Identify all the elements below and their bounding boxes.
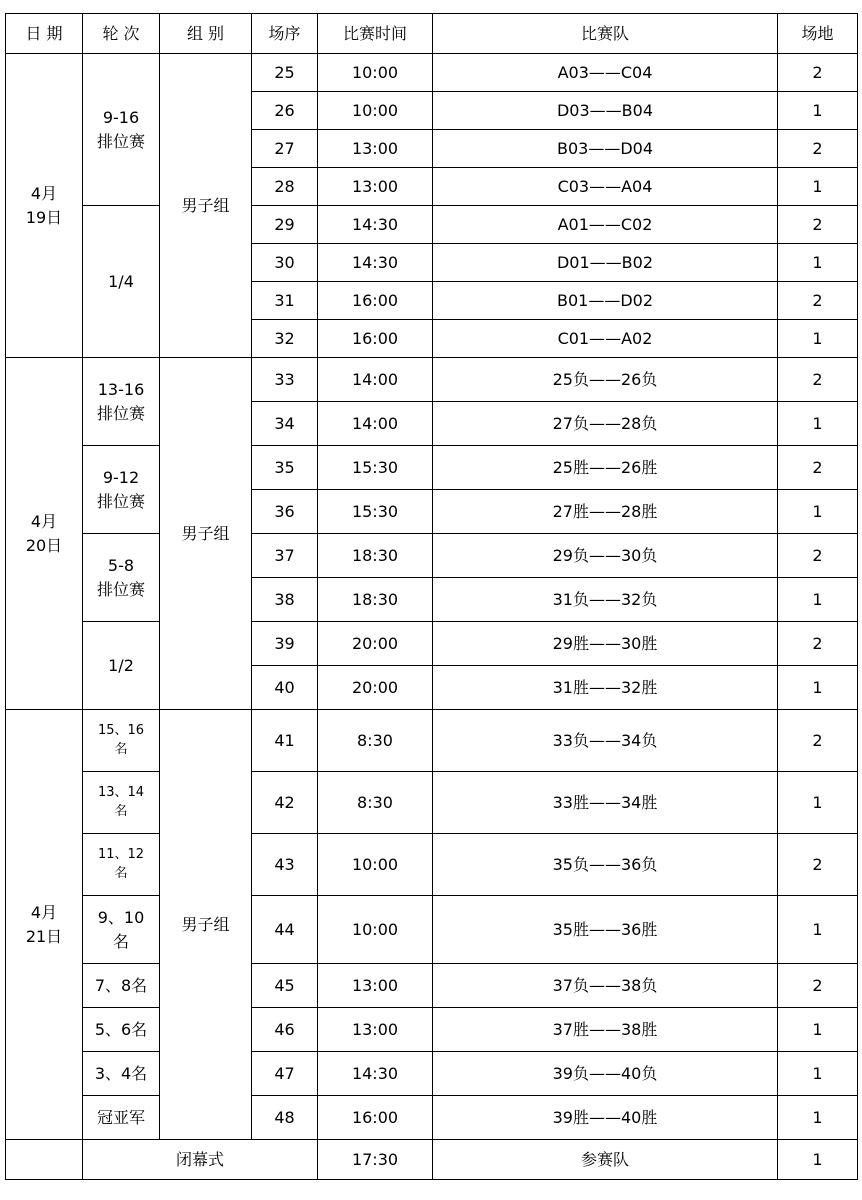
header-row <box>6 14 858 54</box>
match-teams: 33负——34负 <box>433 710 778 772</box>
match-no: 37 <box>252 534 318 578</box>
date-cell: 4月 20日 <box>6 358 83 710</box>
table-row <box>6 1052 858 1096</box>
match-teams: D03——B04 <box>433 92 778 130</box>
closing-time: 17:30 <box>318 1140 433 1180</box>
header-court: 场地 <box>778 14 858 54</box>
match-no: 41 <box>252 710 318 772</box>
table-row <box>6 772 858 834</box>
table-row <box>6 964 858 1008</box>
round-cell: 1/4 <box>83 206 160 358</box>
match-court: 2 <box>778 622 858 666</box>
table-row <box>6 896 858 964</box>
match-no: 26 <box>252 92 318 130</box>
match-teams: C01——A02 <box>433 320 778 358</box>
match-no: 47 <box>252 1052 318 1096</box>
match-court: 2 <box>778 534 858 578</box>
match-no: 48 <box>252 1096 318 1140</box>
table-row <box>6 446 858 490</box>
match-teams: 25胜——26胜 <box>433 446 778 490</box>
match-time: 16:00 <box>318 320 433 358</box>
match-teams: 29胜——30胜 <box>433 622 778 666</box>
match-no: 27 <box>252 130 318 168</box>
header-group: 组 别 <box>160 14 252 54</box>
header-teams: 比赛队 <box>433 14 778 54</box>
match-court: 1 <box>778 666 858 710</box>
match-court: 1 <box>778 1096 858 1140</box>
match-time: 13:00 <box>318 130 433 168</box>
date-cell: 4月 21日 <box>6 710 83 1140</box>
match-time: 13:00 <box>318 964 433 1008</box>
match-court: 1 <box>778 1008 858 1052</box>
match-time: 14:30 <box>318 244 433 282</box>
match-court: 1 <box>778 1052 858 1096</box>
match-teams: D01——B02 <box>433 244 778 282</box>
match-no: 28 <box>252 168 318 206</box>
match-time: 14:00 <box>318 358 433 402</box>
match-court: 1 <box>778 244 858 282</box>
table-row <box>6 54 858 92</box>
match-no: 36 <box>252 490 318 534</box>
match-teams: B03——D04 <box>433 130 778 168</box>
match-court: 2 <box>778 282 858 320</box>
match-time: 8:30 <box>318 772 433 834</box>
match-teams: C03——A04 <box>433 168 778 206</box>
match-teams: A01——C02 <box>433 206 778 244</box>
match-time: 10:00 <box>318 54 433 92</box>
match-teams: 33胜——34胜 <box>433 772 778 834</box>
closing-row <box>6 1140 858 1180</box>
group-cell: 男子组 <box>160 710 252 1140</box>
match-no: 44 <box>252 896 318 964</box>
match-no: 46 <box>252 1008 318 1052</box>
header-match-time: 比赛时间 <box>318 14 433 54</box>
group-cell: 男子组 <box>160 54 252 358</box>
closing-label: 闭幕式 <box>83 1140 318 1180</box>
match-time: 20:00 <box>318 622 433 666</box>
match-teams: 35胜——36胜 <box>433 896 778 964</box>
match-no: 29 <box>252 206 318 244</box>
schedule-table <box>5 13 858 1180</box>
match-time: 20:00 <box>318 666 433 710</box>
round-cell: 5、6名 <box>83 1008 160 1052</box>
match-court: 2 <box>778 964 858 1008</box>
table-row <box>6 710 858 772</box>
table-row <box>6 206 858 244</box>
match-teams: 35负——36负 <box>433 834 778 896</box>
round-cell: 15、16 名 <box>83 710 160 772</box>
match-court: 2 <box>778 358 858 402</box>
match-teams: 31胜——32胜 <box>433 666 778 710</box>
match-time: 18:30 <box>318 578 433 622</box>
match-time: 13:00 <box>318 168 433 206</box>
match-court: 2 <box>778 446 858 490</box>
table-row <box>6 358 858 402</box>
match-time: 18:30 <box>318 534 433 578</box>
table-row <box>6 622 858 666</box>
match-court: 1 <box>778 168 858 206</box>
round-cell: 9-12 排位赛 <box>83 446 160 534</box>
match-no: 30 <box>252 244 318 282</box>
match-teams: 39负——40负 <box>433 1052 778 1096</box>
match-court: 1 <box>778 320 858 358</box>
match-no: 31 <box>252 282 318 320</box>
match-no: 25 <box>252 54 318 92</box>
match-no: 32 <box>252 320 318 358</box>
round-cell: 冠亚军 <box>83 1096 160 1140</box>
match-teams: 39胜——40胜 <box>433 1096 778 1140</box>
round-cell: 1/2 <box>83 622 160 710</box>
match-teams: 29负——30负 <box>433 534 778 578</box>
match-court: 1 <box>778 896 858 964</box>
round-cell: 7、8名 <box>83 964 160 1008</box>
match-time: 13:00 <box>318 1008 433 1052</box>
header-round: 轮 次 <box>83 14 160 54</box>
match-no: 33 <box>252 358 318 402</box>
match-court: 1 <box>778 772 858 834</box>
round-cell: 9-16 排位赛 <box>83 54 160 206</box>
match-time: 15:30 <box>318 490 433 534</box>
match-court: 1 <box>778 490 858 534</box>
header-date: 日 期 <box>6 14 83 54</box>
round-cell: 11、12 名 <box>83 834 160 896</box>
match-time: 10:00 <box>318 834 433 896</box>
closing-empty-cell <box>6 1140 83 1180</box>
match-court: 2 <box>778 130 858 168</box>
round-cell: 13-16 排位赛 <box>83 358 160 446</box>
match-time: 10:00 <box>318 92 433 130</box>
closing-teams: 参赛队 <box>433 1140 778 1180</box>
match-time: 14:30 <box>318 206 433 244</box>
match-teams: 25负——26负 <box>433 358 778 402</box>
table-row <box>6 834 858 896</box>
match-court: 2 <box>778 710 858 772</box>
match-court: 1 <box>778 92 858 130</box>
match-court: 1 <box>778 578 858 622</box>
round-cell: 9、10 名 <box>83 896 160 964</box>
round-cell: 13、14 名 <box>83 772 160 834</box>
match-teams: B01——D02 <box>433 282 778 320</box>
match-no: 35 <box>252 446 318 490</box>
match-time: 16:00 <box>318 1096 433 1140</box>
match-teams: 37胜——38胜 <box>433 1008 778 1052</box>
match-teams: A03——C04 <box>433 54 778 92</box>
match-time: 16:00 <box>318 282 433 320</box>
table-row <box>6 534 858 578</box>
match-no: 45 <box>252 964 318 1008</box>
group-cell: 男子组 <box>160 358 252 710</box>
closing-court: 1 <box>778 1140 858 1180</box>
match-time: 10:00 <box>318 896 433 964</box>
match-time: 14:30 <box>318 1052 433 1096</box>
match-time: 8:30 <box>318 710 433 772</box>
match-court: 2 <box>778 834 858 896</box>
match-no: 39 <box>252 622 318 666</box>
match-no: 34 <box>252 402 318 446</box>
match-teams: 31负——32负 <box>433 578 778 622</box>
match-teams: 27负——28负 <box>433 402 778 446</box>
match-no: 42 <box>252 772 318 834</box>
match-teams: 37负——38负 <box>433 964 778 1008</box>
header-match-no: 场序 <box>252 14 318 54</box>
match-court: 2 <box>778 54 858 92</box>
round-cell: 3、4名 <box>83 1052 160 1096</box>
table-row <box>6 1008 858 1052</box>
match-time: 15:30 <box>318 446 433 490</box>
match-no: 40 <box>252 666 318 710</box>
round-cell: 5-8 排位赛 <box>83 534 160 622</box>
match-no: 38 <box>252 578 318 622</box>
table-row <box>6 1096 858 1140</box>
match-teams: 27胜——28胜 <box>433 490 778 534</box>
date-cell: 4月 19日 <box>6 54 83 358</box>
match-court: 2 <box>778 206 858 244</box>
match-court: 1 <box>778 402 858 446</box>
match-no: 43 <box>252 834 318 896</box>
match-time: 14:00 <box>318 402 433 446</box>
